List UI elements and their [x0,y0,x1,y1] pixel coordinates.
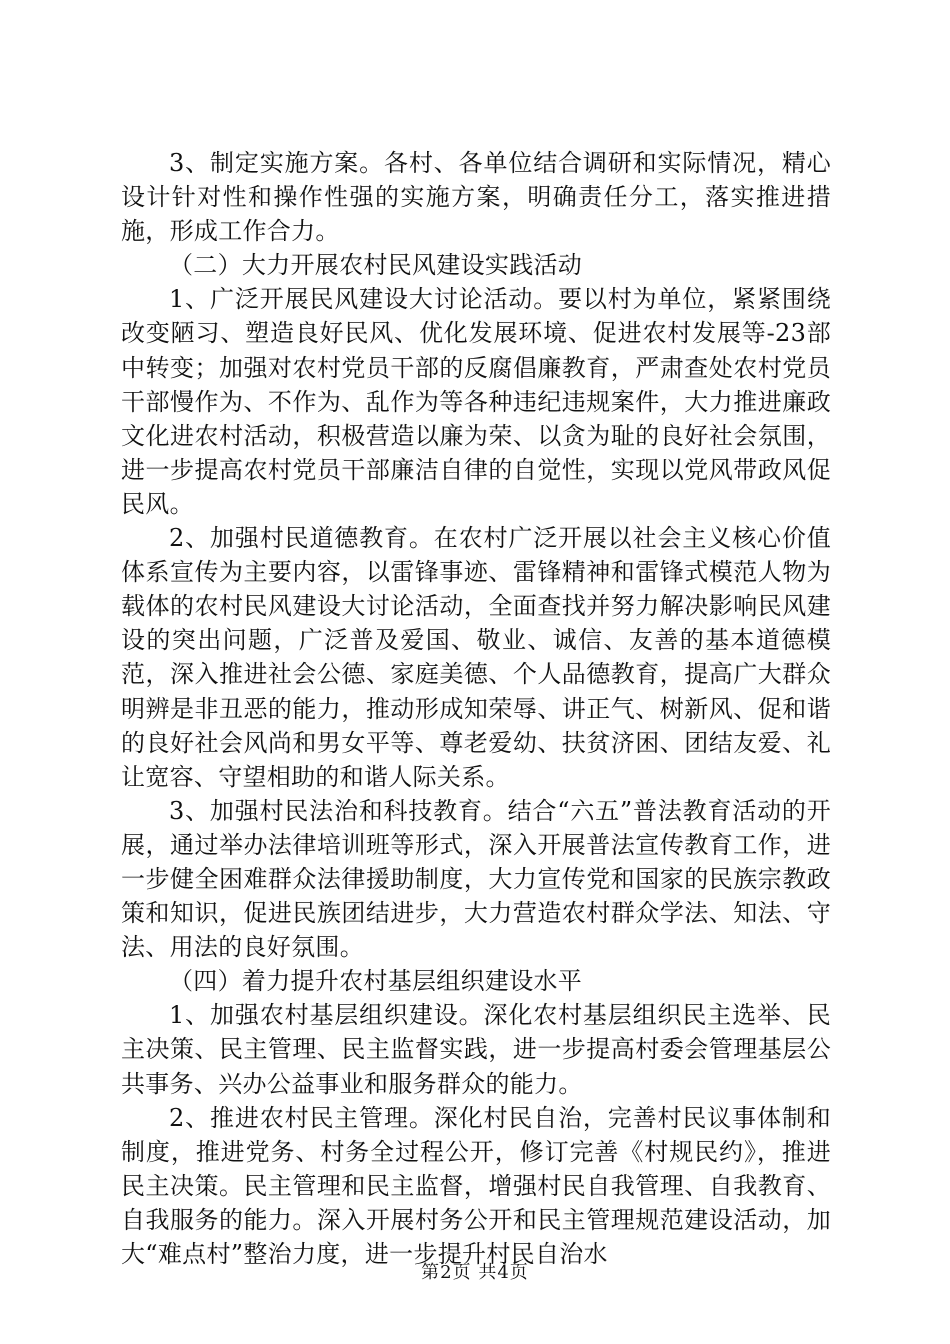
paragraph-organization-building: 1、加强农村基层组织建设。深化农村基层组织民主选举、民主决策、民主管理、民主监督实践，进一步提高村委会管理基层公共事务、兴办公益事业和服务群众的能力。 [121,1001,831,1098]
paragraph-legal-education: 3、加强村民法治和科技教育。结合“六五”普法教育活动的开展，通过举办法律培训班等形式，深入开展普法宣传教育工作，进一步健全困难群众法律援助制度，大力宣传党和国家的民族宗教政策和知识，促进民族团结进步，大力营造农村群众学法、知法、守法、用法的良好氛围。 [121,796,831,962]
paragraph-implementation-plan: 3、制定实施方案。各村、各单位结合调研和实际情况，精心设计针对性和操作性强的实施方案，明确责任分工，落实推进措施，形成工作合力。 [121,149,831,246]
paragraph-moral-education: 2、加强村民道德教育。在农村广泛开展以社会主义核心价值体系宣传为主要内容，以雷锋事迹、雷锋精神和雷锋式模范人物为载体的农村民风建设大讨论活动，全面查找并努力解决影响民风建设的突出问题，广泛普及爱国、敬业、诚信、友善的基本道德模范，深入推进社会公德、家庭美德、个人品德教育，提高广大群众明辨是非丑恶的能力，推动形成知荣辱、讲正气、树新风、促和谐的良好社会风尚和男女平等、尊老爱幼、扶贫济困、团结友爱、礼让宽容、守望相助的和谐人际关系。 [121,524,831,791]
paragraph-discussion-activity: 1、广泛开展民风建设大讨论活动。要以村为单位，紧紧围绕改变陋习、塑造良好民风、优化发展环境、促进农村发展等-23部中转变；加强对农村党员干部的反腐倡廉教育，严肃查处农村党员干部慢作为、不作为、乱作为等各种违纪违规案件，大力推进廉政文化进农村活动，积极营造以廉为荣、以贪为耻的良好社会氛围，进一步提高农村党员干部廉洁自律的自觉性，实现以党风带政风促民风。 [121,285,831,518]
section-heading-2: （二）大力开展农村民风建设实践活动 [169,251,583,280]
document-body [121,146,831,1271]
page-footer: 第2页 共4页 [421,1262,529,1283]
paragraph-democratic-management: 2、推进农村民主管理。深化村民自治，完善村民议事体制和制度，推进党务、村务全过程公开，修订完善《村规民约》，推进民主决策。民主管理和民主监督，增强村民自我管理、自我教育、自我服务的能力。深入开展村务公开和民主管理规范建设活动，加大“难点村”整治力度，进一步提升村民自治水 [121,1103,831,1268]
section-heading-4: （四）着力提升农村基层组织建设水平 [169,967,583,996]
